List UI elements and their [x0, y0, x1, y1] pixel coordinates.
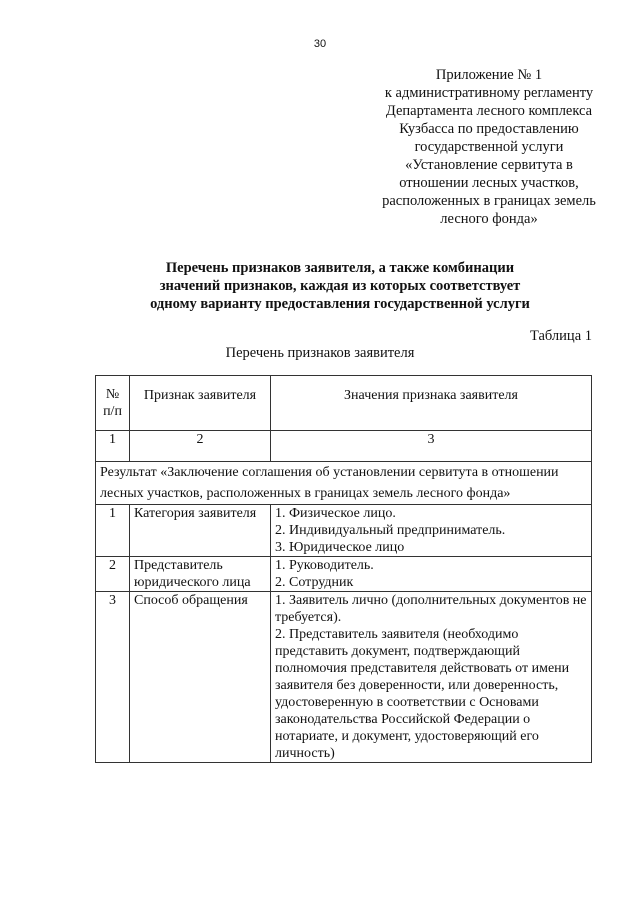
- result-row: [96, 462, 592, 505]
- appendix-line: «Установление сервитута в: [405, 157, 573, 173]
- value-item: 2. Индивидуальный предприниматель.: [275, 523, 506, 538]
- column-index: 2: [130, 431, 271, 462]
- value-item: 1. Физическое лицо.: [275, 506, 396, 521]
- result-text: Результат «Заключение соглашения об установлении сервитута в отношении лесных участков, расположенных в границах земель лесного фонда»: [96, 462, 592, 505]
- appendix-line: расположенных в границах земель: [382, 193, 596, 209]
- column-index: 3: [271, 431, 592, 462]
- row-attribute: Представитель юридического лица: [130, 557, 271, 592]
- header-number-symbol: №: [105, 387, 120, 402]
- row-attribute: Способ обращения: [130, 592, 271, 763]
- appendix-line: к административному регламенту: [384, 85, 594, 101]
- applicant-criteria-table: [95, 375, 592, 763]
- row-values: [271, 505, 592, 557]
- value-item: 3. Юридическое лицо: [275, 540, 405, 555]
- row-number: 3: [96, 592, 130, 763]
- table-row: [96, 557, 592, 592]
- table-caption: Перечень признаков заявителя: [225, 345, 415, 361]
- header-values: Значения признака заявителя: [271, 376, 592, 431]
- appendix-heading: [350, 66, 628, 228]
- page-number: 30: [313, 38, 327, 50]
- appendix-line: государственной услуги: [414, 139, 564, 155]
- appendix-line: Приложение № 1: [435, 67, 543, 83]
- row-attribute: Категория заявителя: [130, 505, 271, 557]
- column-index-row: [96, 431, 592, 462]
- title-line: одному варианту предоставления государственной услуги: [150, 296, 530, 312]
- appendix-line: отношении лесных участков,: [399, 175, 579, 191]
- row-number: 2: [96, 557, 130, 592]
- table-row: [96, 592, 592, 763]
- value-item: 1. Руководитель.: [275, 558, 374, 573]
- value-item: 1. Заявитель лично (дополнительных документов не требуется).: [275, 593, 587, 625]
- header-number-abbr: п/п: [103, 404, 122, 419]
- header-number: [96, 376, 130, 431]
- appendix-line: Департамента лесного комплекса: [385, 103, 593, 119]
- table-header-row: [96, 376, 592, 431]
- value-item: 2. Представитель заявителя (необходимо представить документ, подтверждающий полномочия представителя действовать от имени заявителя без доверенности, или доверенность, удостоверенную в соответствии с Основами законодательства Российской Федерации о нотариате, и документ, удостоверяющий его личность): [275, 627, 570, 761]
- document-title: [90, 259, 590, 313]
- row-values: [271, 592, 592, 763]
- column-index: 1: [96, 431, 130, 462]
- title-line: Перечень признаков заявителя, а также комбинации: [165, 260, 515, 276]
- value-item: 2. Сотрудник: [275, 575, 354, 590]
- appendix-line: лесного фонда»: [440, 211, 538, 227]
- title-line: значений признаков, каждая из которых соответствует: [159, 278, 521, 294]
- table-number: Таблица 1: [529, 328, 592, 344]
- appendix-line: Кузбасса по предоставлению: [399, 121, 579, 137]
- table-row: [96, 505, 592, 557]
- row-values: [271, 557, 592, 592]
- header-attribute: Признак заявителя: [130, 376, 271, 431]
- row-number: 1: [96, 505, 130, 557]
